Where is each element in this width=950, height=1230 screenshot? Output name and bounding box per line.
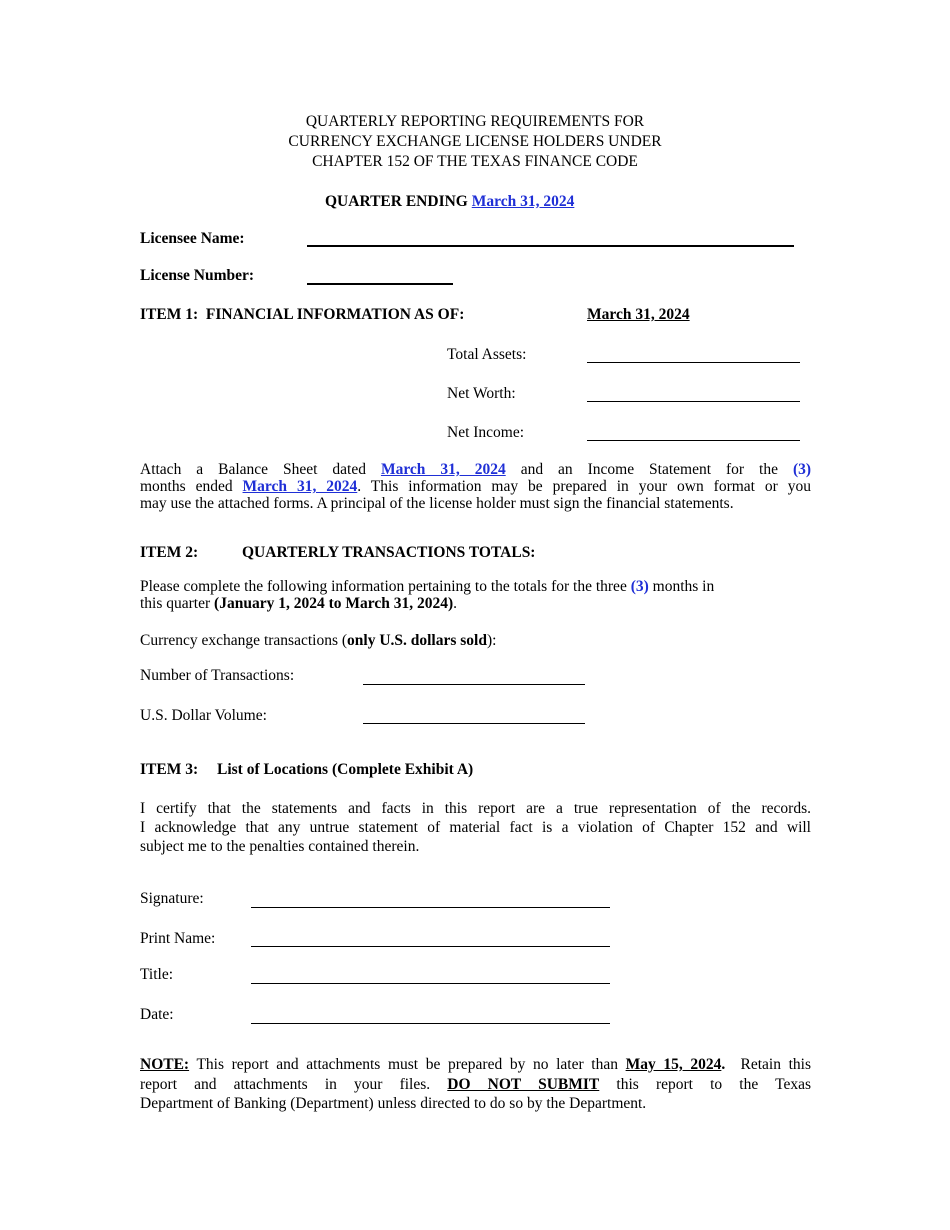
- currency-exchange-line: Currency exchange transactions (only U.S. dollars sold):: [140, 632, 497, 649]
- net-worth-field[interactable]: [587, 401, 800, 402]
- date-label: Date:: [140, 1006, 174, 1023]
- balance-sheet-date[interactable]: March 31, 2024: [380, 461, 506, 478]
- note-line-1: NOTE: This report and attachments must be prepared by no later than May 15, 2024. Retain this: [140, 1056, 812, 1073]
- item3-label: ITEM 3:: [140, 761, 199, 778]
- total-assets-label: Total Assets:: [447, 346, 527, 363]
- signature-field[interactable]: [251, 907, 610, 908]
- item1-date: March 31, 2024: [587, 306, 690, 323]
- income-statement-date[interactable]: March 31, 2024: [242, 478, 358, 495]
- do-not-submit: DO NOT SUBMIT: [447, 1075, 600, 1093]
- total-assets-field[interactable]: [587, 362, 800, 363]
- quarter-ending-date[interactable]: March 31, 2024: [471, 193, 575, 210]
- signature-label: Signature:: [140, 890, 204, 907]
- print-name-field[interactable]: [251, 946, 610, 947]
- net-income-field[interactable]: [587, 440, 800, 441]
- licensee-name-label: Licensee Name:: [140, 230, 245, 247]
- report-title-line-3: CHAPTER 152 OF THE TEXAS FINANCE CODE: [312, 153, 638, 170]
- licensee-name-field[interactable]: [307, 245, 794, 247]
- date-field[interactable]: [251, 1023, 610, 1024]
- note-label: NOTE:: [140, 1056, 190, 1073]
- usd-volume-label: U.S. Dollar Volume:: [140, 707, 267, 724]
- net-income-label: Net Income:: [447, 424, 525, 441]
- net-worth-label: Net Worth:: [447, 385, 516, 402]
- item2-heading: QUARTERLY TRANSACTIONS TOTALS:: [242, 544, 536, 561]
- print-name-label: Print Name:: [140, 930, 216, 947]
- item3-heading: List of Locations (Complete Exhibit A): [217, 761, 474, 778]
- quarter-ending-label: QUARTER ENDING: [325, 193, 468, 210]
- number-of-transactions-field[interactable]: [363, 684, 585, 685]
- item2-instructions: [140, 578, 811, 612]
- three-months: (3): [792, 461, 812, 478]
- note-line-2: report and attachments in your files. DO NOT SUBMIT this report to the Texas: [140, 1075, 812, 1093]
- item2-label: ITEM 2:: [140, 544, 199, 561]
- item2-line-2: this quarter (January 1, 2024 to March 31, 2024).: [140, 595, 458, 612]
- usd-volume-field[interactable]: [363, 723, 585, 724]
- deadline-date: May 15, 2024: [625, 1056, 722, 1073]
- item1-heading: ITEM 1: FINANCIAL INFORMATION AS OF:: [140, 306, 465, 323]
- report-title-line-2: CURRENCY EXCHANGE LICENSE HOLDERS UNDER: [288, 133, 662, 150]
- license-number-field[interactable]: [307, 283, 453, 285]
- note-line-3: Department of Banking (Department) unless directed to do so by the Department.: [140, 1095, 647, 1112]
- title-label: Title:: [140, 966, 174, 983]
- note-paragraph: [140, 1055, 811, 1114]
- item2-line-1: Please complete the following information pertaining to the totals for the three (3) months in: [140, 578, 715, 595]
- attach-line-3: may use the attached forms. A principal of the license holder must sign the financial statements.: [140, 495, 734, 512]
- attach-line-2: months ended March 31, 2024. This information may be prepared in your own format or you: [140, 478, 812, 495]
- certification-statement: I certify that the statements and facts in this report are a true representation of the records. I acknowledge that any untrue statement of material fact is a violation of Chapter 152 and will subject me to the penalties contained therein.: [140, 800, 811, 855]
- title-field[interactable]: [251, 983, 610, 984]
- report-title-line-1: QUARTERLY REPORTING REQUIREMENTS FOR: [305, 113, 645, 130]
- number-of-transactions-label: Number of Transactions:: [140, 667, 295, 684]
- license-number-label: License Number:: [140, 267, 255, 284]
- attach-line-1: Attach a Balance Sheet dated March 31, 2024 and an Income Statement for the (3): [140, 461, 812, 478]
- attach-instructions: [140, 461, 811, 512]
- quarter-ending-row: [325, 193, 574, 211]
